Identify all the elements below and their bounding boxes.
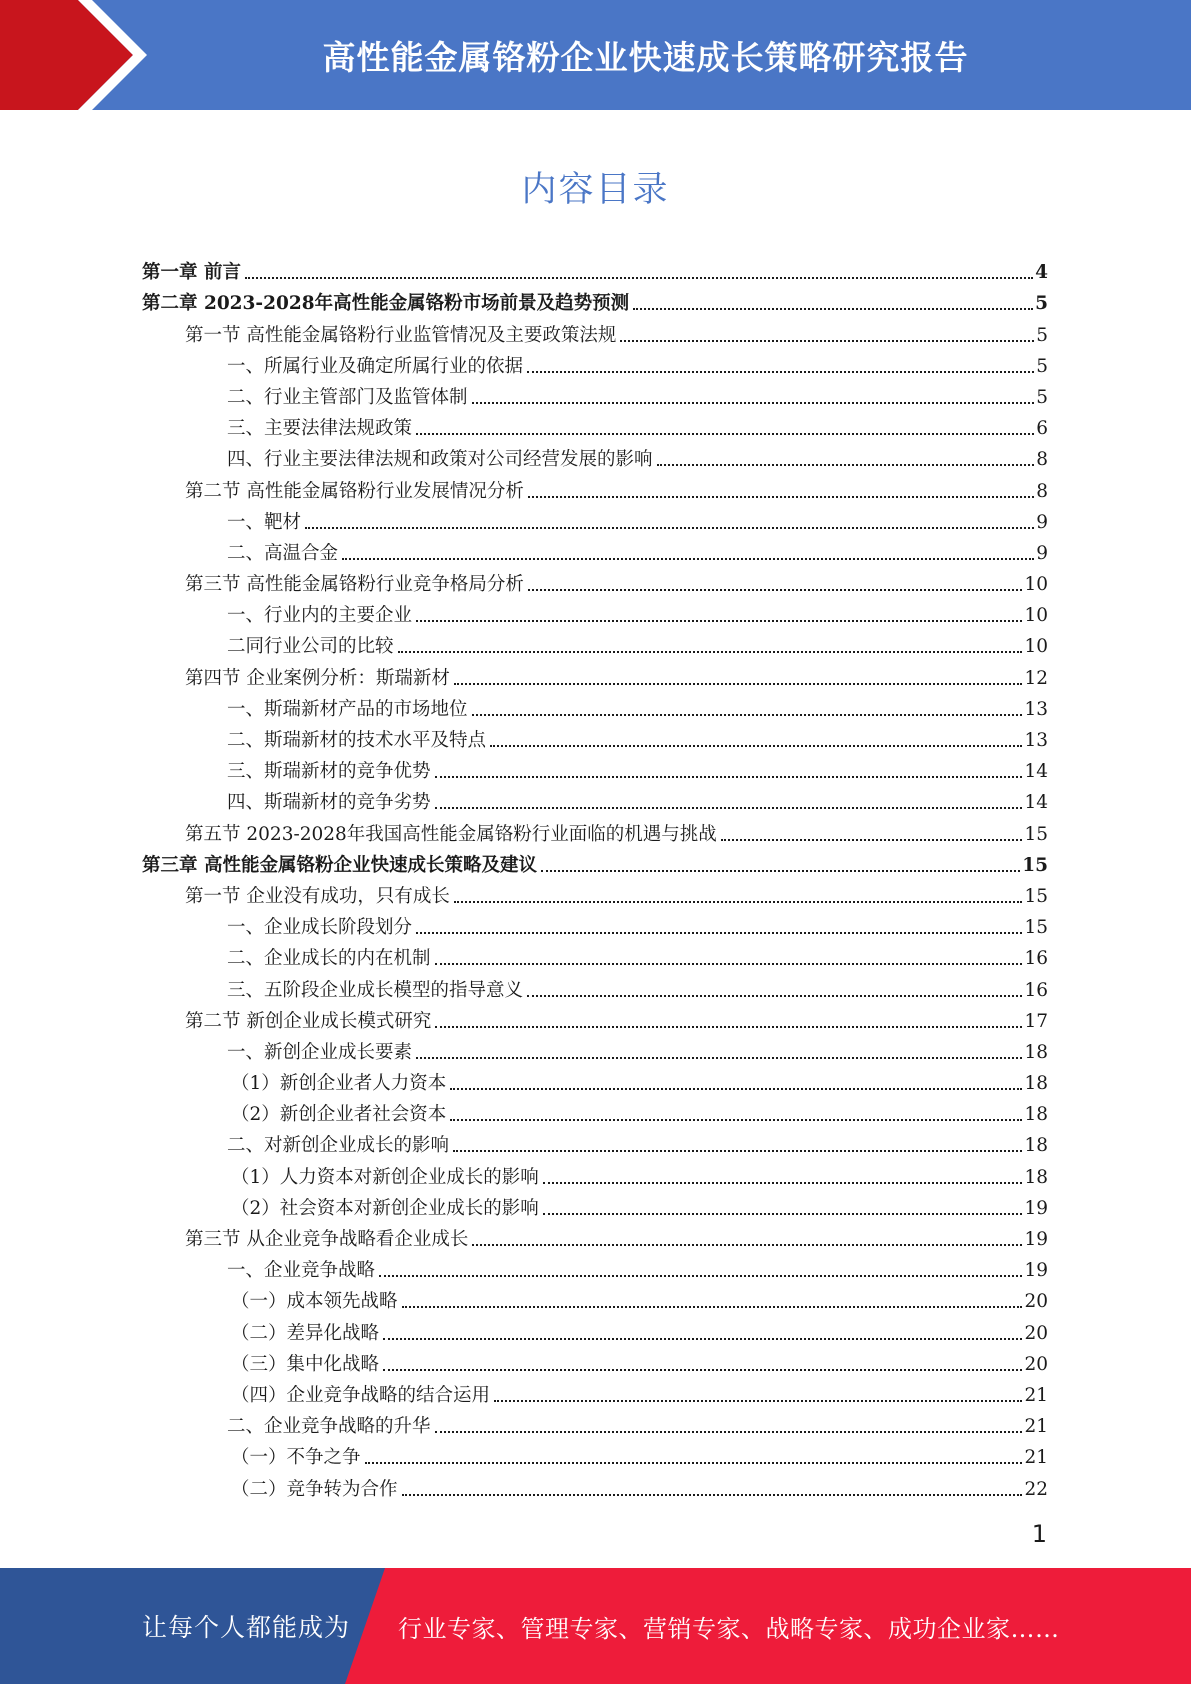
toc-entry-page: 21 [1024, 1384, 1048, 1406]
toc-entry[interactable] [142, 877, 1048, 908]
toc-entry-title: 四、行业主要法律法规和政策对公司经营发展的影响 [227, 449, 653, 471]
toc-dot-leader [472, 714, 1023, 716]
toc-entry[interactable] [142, 752, 1048, 783]
toc-dot-leader [528, 589, 1023, 591]
toc-entry[interactable] [142, 846, 1048, 877]
toc-entry[interactable] [142, 658, 1048, 689]
toc-entry-title: 三、斯瑞新材的竞争优势 [227, 761, 431, 783]
toc-entry-page: 18 [1024, 1166, 1048, 1188]
page-number: 1 [1031, 1520, 1047, 1548]
toc-entry-title: （一）成本领先战略 [231, 1291, 398, 1313]
report-title: 高性能金属铬粉企业快速成长策略研究报告 [322, 37, 969, 77]
toc-dot-leader [435, 963, 1023, 965]
toc-entry-page: 14 [1024, 792, 1048, 814]
toc-entry-title: 第一节 企业没有成功，只有成长 [185, 885, 450, 907]
toc-entry[interactable] [142, 970, 1048, 1001]
toc-entry-page: 15 [1022, 854, 1048, 876]
toc-entry[interactable] [142, 315, 1048, 346]
toc-dot-leader [365, 1462, 1023, 1464]
toc-entry[interactable] [142, 253, 1048, 284]
toc-entry-title: 一、斯瑞新材产品的市场地位 [227, 698, 468, 720]
toc-entry[interactable] [142, 627, 1048, 658]
toc-entry[interactable] [142, 1469, 1048, 1500]
toc-dot-leader [416, 433, 1034, 435]
toc-entry-page: 9 [1036, 542, 1048, 564]
toc-entry-page: 16 [1024, 948, 1048, 970]
toc-entry[interactable] [142, 1313, 1048, 1344]
toc-entry-page: 5 [1035, 293, 1048, 315]
toc-dot-leader [383, 1369, 1022, 1371]
toc-entry[interactable] [142, 1064, 1048, 1095]
toc-dot-leader [543, 1182, 1023, 1184]
toc-entry-page: 14 [1024, 761, 1048, 783]
toc-entry-title: 第三节 从企业竞争战略看企业成长 [185, 1229, 469, 1250]
toc-entry-title: 第四节 企业案例分析：斯瑞新材 [185, 667, 450, 689]
toc-entry-title: 一、靶材 [227, 511, 302, 533]
toc-dot-leader [494, 1400, 1022, 1402]
toc-entry-page: 18 [1024, 1104, 1048, 1126]
footer-slogan-left: 让每个人都能成为 [142, 1613, 351, 1642]
toc-dot-leader [633, 308, 1033, 310]
toc-entry[interactable] [142, 1438, 1048, 1469]
toc-entry-page: 22 [1024, 1478, 1048, 1500]
toc-dot-leader [527, 995, 1022, 997]
toc-dot-leader [490, 745, 1022, 747]
toc-entry-page: 20 [1024, 1322, 1048, 1344]
toc-entry[interactable] [142, 1157, 1048, 1188]
toc-entry-page: 5 [1036, 324, 1048, 346]
toc-entry[interactable] [142, 908, 1048, 939]
toc-entry[interactable] [142, 814, 1048, 845]
toc-dot-leader [379, 1275, 1022, 1277]
toc-entry-title: 二同行业公司的比较 [227, 636, 394, 658]
toc-entry[interactable] [142, 1407, 1048, 1438]
toc-dot-leader [453, 1150, 1022, 1152]
toc-entry-title: （二）差异化战略 [231, 1322, 380, 1344]
toc-entry-title: （2）新创企业者社会资本 [231, 1104, 447, 1126]
toc-dot-leader [435, 776, 1023, 778]
toc-entry-title: 三、五阶段企业成长模型的指导意义 [227, 979, 524, 1001]
toc-dot-leader [305, 527, 1034, 529]
toc-entry-page: 20 [1024, 1353, 1048, 1375]
toc-entry-page: 12 [1024, 667, 1048, 689]
toc-entry[interactable] [142, 690, 1048, 721]
toc-entry-title: 二、对新创企业成长的影响 [227, 1135, 450, 1157]
toc-entry[interactable] [142, 1189, 1048, 1220]
toc-entry-title: 一、新创企业成长要素 [227, 1041, 413, 1063]
toc-entry-title: 第一章 前言 [142, 262, 241, 284]
toc-entry-title: 二、行业主管部门及监管体制 [227, 386, 468, 408]
toc-entry-page: 18 [1024, 1041, 1048, 1063]
toc-dot-leader [657, 464, 1035, 466]
toc-entry[interactable] [142, 1220, 1048, 1251]
toc-entry[interactable] [142, 284, 1048, 315]
toc-entry-title: （二）竞争转为合作 [231, 1478, 398, 1500]
toc-dot-leader [528, 496, 1034, 498]
toc-entry-title: （三）集中化战略 [231, 1353, 380, 1375]
toc-entry-page: 16 [1024, 979, 1048, 1001]
toc-entry[interactable] [142, 471, 1048, 502]
toc-entry-page: 21 [1024, 1447, 1048, 1469]
toc-entry-page: 15 [1024, 885, 1048, 907]
toc-entry-page: 8 [1036, 449, 1048, 471]
toc-entry-page: 9 [1036, 511, 1048, 533]
toc-entry-title: （1）新创企业者人力资本 [231, 1073, 447, 1095]
toc-entry-page: 13 [1024, 730, 1048, 751]
toc-dot-leader [450, 1119, 1022, 1121]
toc-entry-page: 15 [1024, 917, 1048, 939]
toc-entry-page: 13 [1024, 698, 1048, 720]
toc-entry[interactable] [142, 596, 1048, 627]
toc-entry-title: 一、企业成长阶段划分 [227, 917, 413, 939]
toc-entry[interactable] [142, 503, 1048, 534]
toc-entry-page: 19 [1024, 1197, 1048, 1219]
footer-banner [0, 1568, 1191, 1684]
toc-dot-leader [541, 870, 1020, 872]
toc-entry-page: 20 [1024, 1291, 1048, 1313]
toc-dot-leader [383, 1338, 1022, 1340]
toc-heading: 内容目录 [521, 170, 670, 210]
toc-entry-title: 四、斯瑞新材的竞争劣势 [227, 792, 431, 814]
toc-dot-leader [472, 402, 1035, 404]
toc-entry-title: （1）人力资本对新创企业成长的影响 [231, 1166, 539, 1188]
toc-entry-title: 一、行业内的主要企业 [227, 605, 413, 627]
toc-entry-title: 二、企业竞争战略的升华 [227, 1416, 431, 1438]
table-of-contents [142, 253, 1048, 1501]
toc-entry-page: 8 [1036, 480, 1048, 502]
toc-dot-leader [402, 1306, 1023, 1308]
toc-entry-page: 18 [1024, 1073, 1048, 1095]
toc-dot-leader [454, 683, 1023, 685]
toc-dot-leader [416, 620, 1022, 622]
toc-entry-title: 一、企业竞争战略 [227, 1260, 376, 1282]
toc-entry[interactable] [142, 1033, 1048, 1064]
toc-entry[interactable] [142, 783, 1048, 814]
toc-entry-page: 6 [1036, 418, 1048, 440]
toc-dot-leader [245, 277, 1033, 279]
toc-entry[interactable] [142, 534, 1048, 565]
toc-entry[interactable] [142, 1126, 1048, 1157]
toc-entry-page: 4 [1035, 262, 1048, 284]
toc-entry[interactable] [142, 378, 1048, 409]
toc-entry[interactable] [142, 440, 1048, 471]
toc-entry-page: 5 [1036, 355, 1048, 377]
toc-dot-leader [398, 651, 1023, 653]
toc-entry[interactable] [142, 1095, 1048, 1126]
toc-entry-page: 19 [1024, 1260, 1048, 1282]
arrow-chevron-icon [0, 0, 160, 110]
toc-entry-title: （一）不争之争 [231, 1447, 361, 1469]
toc-dot-leader [435, 1431, 1023, 1433]
toc-entry[interactable] [142, 1282, 1048, 1313]
toc-entry-title: 第三章 高性能金属铬粉企业快速成长策略及建议 [142, 854, 537, 876]
toc-entry-title: 第二节 高性能金属铬粉行业发展情况分析 [185, 480, 524, 502]
toc-dot-leader [342, 558, 1034, 560]
toc-entry-title: 第五节 2023-2028年我国高性能金属铬粉行业面临的机遇与挑战 [185, 823, 717, 845]
toc-entry-title: 二、斯瑞新材的技术水平及特点 [227, 730, 487, 751]
toc-dot-leader [527, 371, 1034, 373]
toc-entry[interactable] [142, 721, 1048, 752]
toc-dot-leader [620, 340, 1034, 342]
toc-entry[interactable] [142, 1251, 1048, 1282]
toc-entry-page: 18 [1024, 1135, 1048, 1157]
toc-entry-title: 第三节 高性能金属铬粉行业竞争格局分析 [185, 574, 524, 596]
toc-entry[interactable] [142, 347, 1048, 378]
toc-dot-leader [721, 839, 1023, 841]
toc-dot-leader [450, 1088, 1022, 1090]
toc-entry-title: 三、主要法律法规政策 [227, 418, 413, 440]
toc-entry[interactable] [142, 1345, 1048, 1376]
toc-entry-title: 二、企业成长的内在机制 [227, 948, 431, 970]
toc-entry-page: 21 [1024, 1416, 1048, 1438]
toc-entry[interactable] [142, 939, 1048, 970]
toc-dot-leader [472, 1244, 1022, 1246]
toc-entry-title: 二、高温合金 [227, 542, 339, 564]
footer-slogan-right: 行业专家、管理专家、营销专家、战略专家、成功企业家…… [398, 1614, 1060, 1643]
toc-entry-page: 10 [1024, 605, 1048, 627]
toc-dot-leader [416, 1057, 1022, 1059]
header-banner [0, 0, 1191, 110]
toc-dot-leader [402, 1494, 1023, 1496]
toc-dot-leader [416, 932, 1022, 934]
toc-entry[interactable] [142, 409, 1048, 440]
toc-entry[interactable] [142, 1376, 1048, 1407]
toc-entry-page: 10 [1024, 636, 1048, 658]
toc-dot-leader [543, 1213, 1023, 1215]
toc-dot-leader [435, 807, 1023, 809]
toc-entry-title: 第二章 2023-2028年高性能金属铬粉市场前景及趋势预测 [142, 293, 630, 315]
toc-entry-title: 第二节 新创企业成长模式研究 [185, 1010, 432, 1032]
toc-entry-page: 15 [1024, 823, 1048, 845]
toc-entry-title: （2）社会资本对新创企业成长的影响 [231, 1197, 539, 1219]
toc-entry-page: 17 [1024, 1010, 1048, 1032]
toc-entry-page: 5 [1036, 386, 1048, 408]
toc-entry[interactable] [142, 565, 1048, 596]
toc-entry-title: （四）企业竞争战略的结合运用 [231, 1384, 491, 1406]
toc-entry[interactable] [142, 1002, 1048, 1033]
toc-entry-title: 一、所属行业及确定所属行业的依据 [227, 355, 524, 377]
toc-dot-leader [435, 1026, 1022, 1028]
toc-entry-title: 第一节 高性能金属铬粉行业监管情况及主要政策法规 [185, 324, 617, 346]
toc-dot-leader [454, 901, 1023, 903]
toc-entry-page: 19 [1024, 1229, 1048, 1250]
toc-entry-page: 10 [1024, 574, 1048, 596]
